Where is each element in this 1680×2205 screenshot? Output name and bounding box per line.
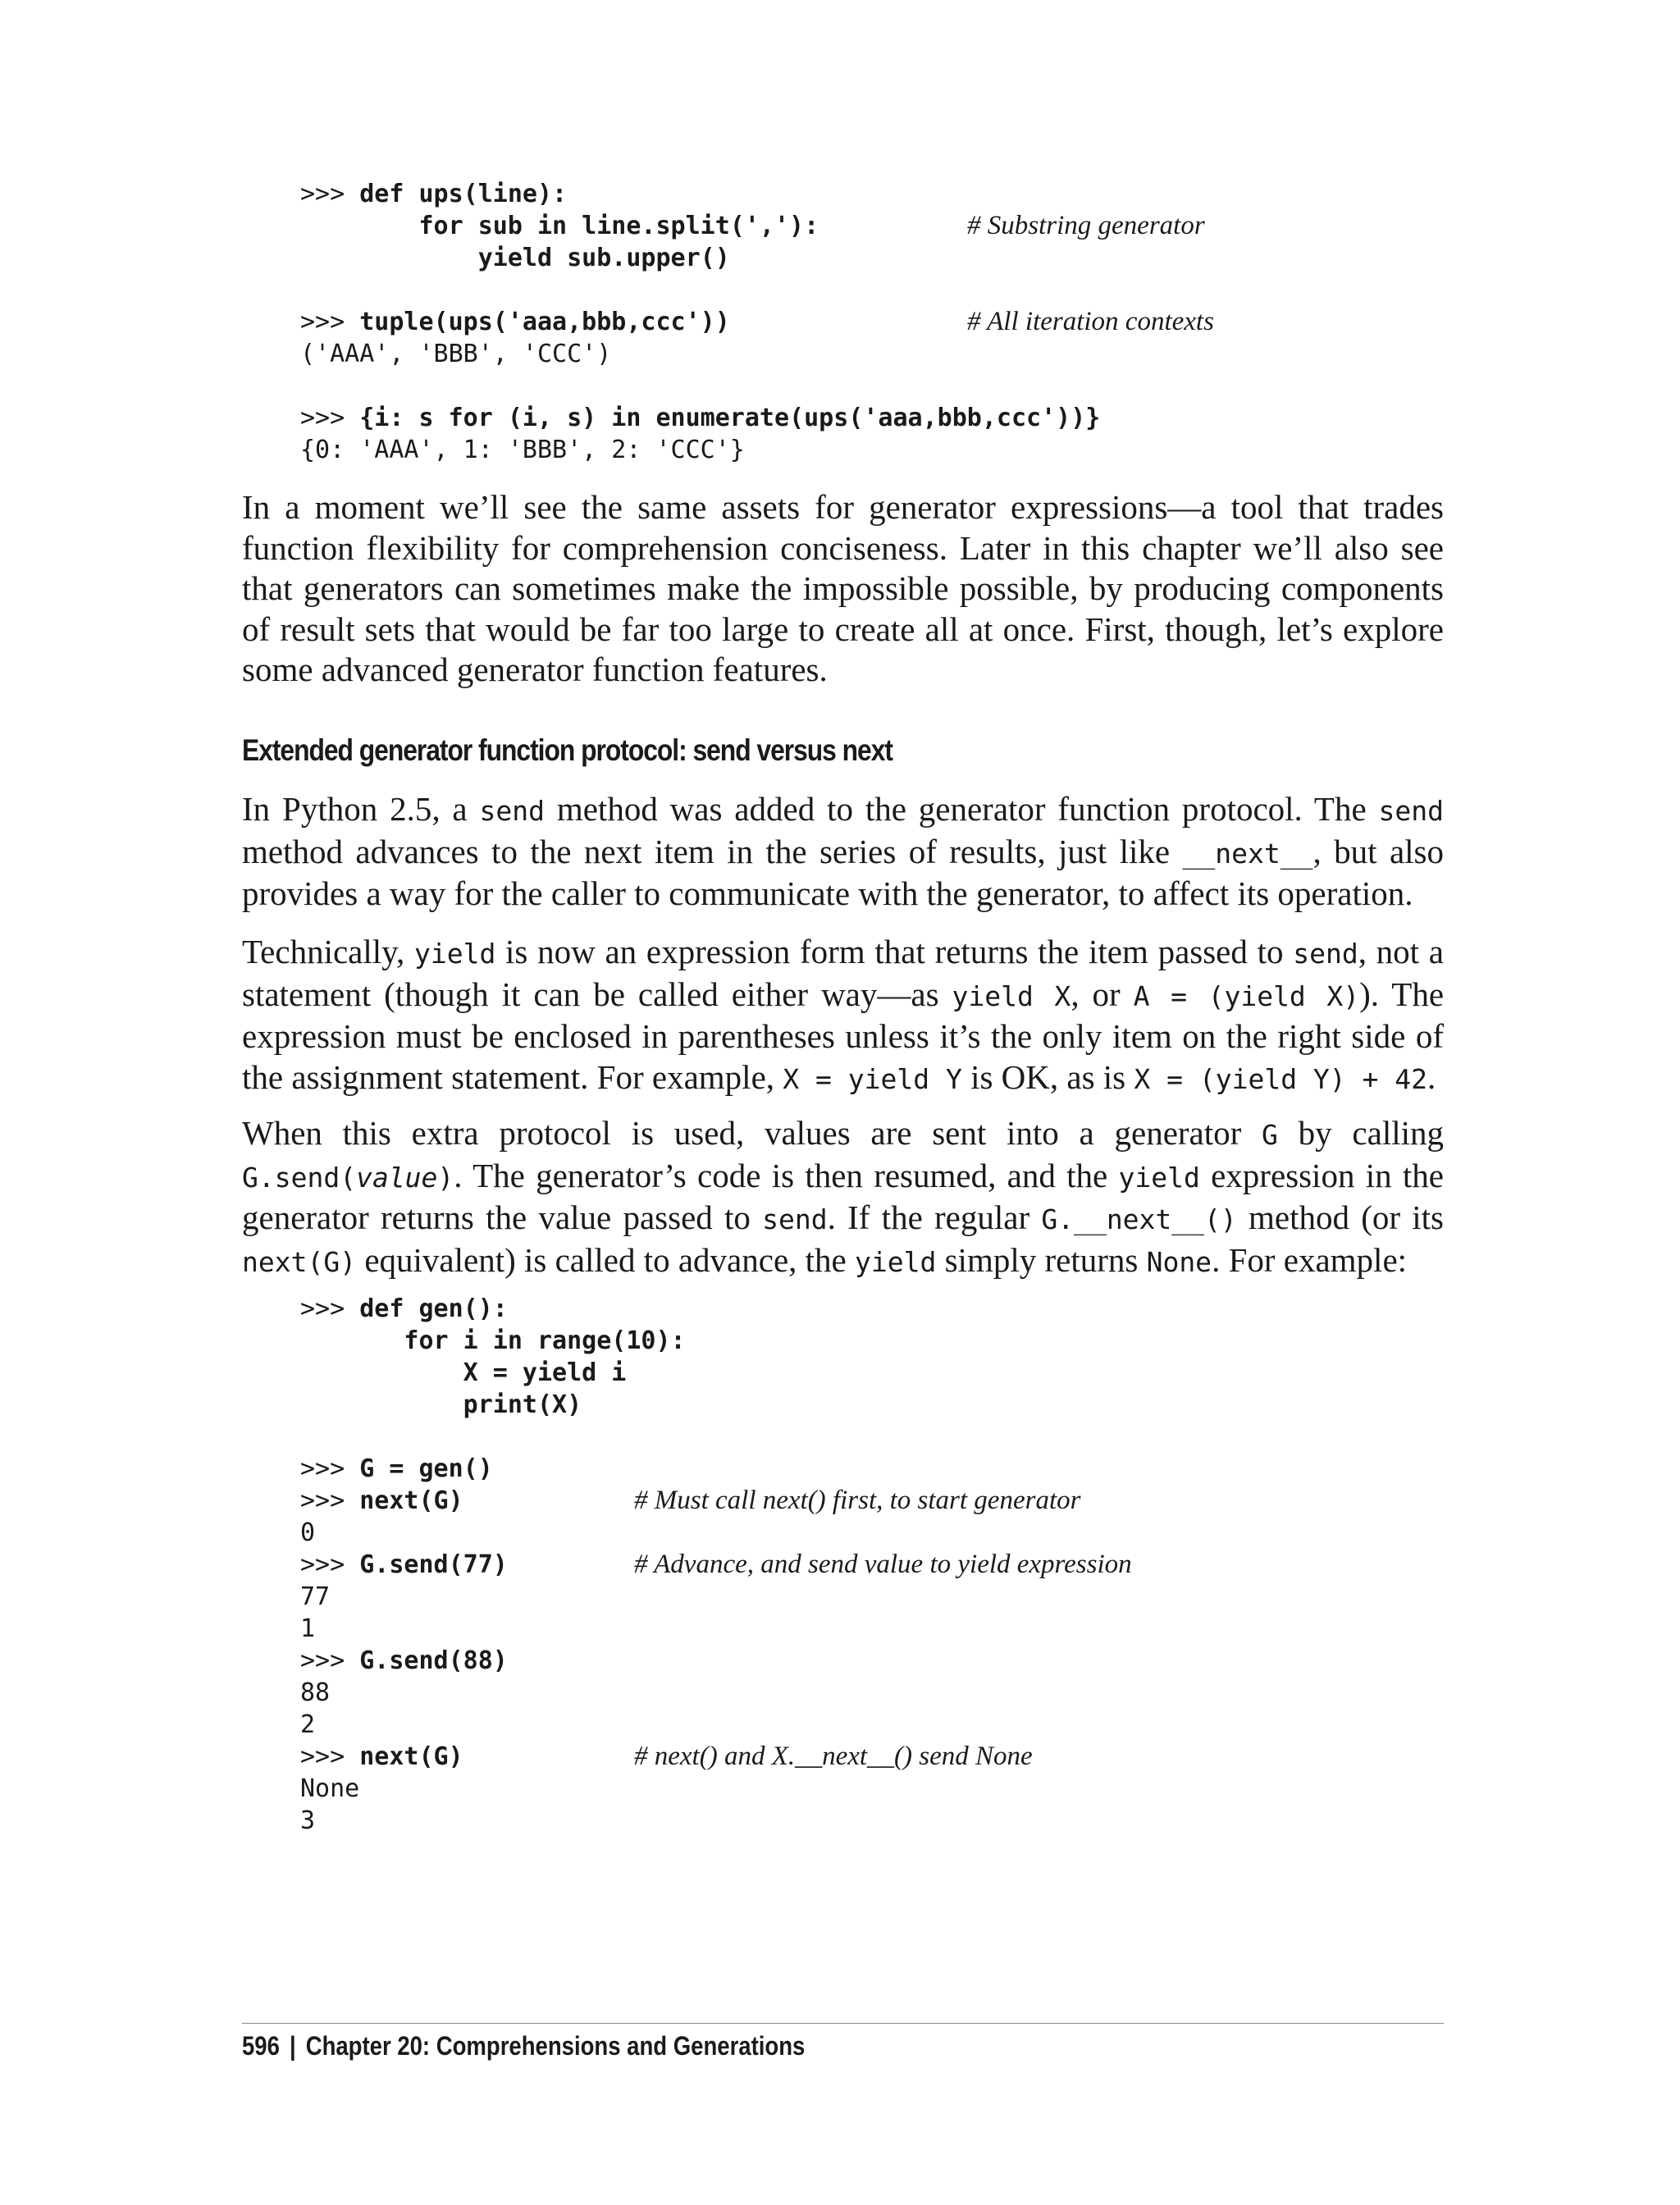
code-text	[300, 210, 819, 242]
code-content: None	[300, 1774, 360, 1803]
page-footer	[242, 2031, 805, 2061]
repl-prompt: >>>	[300, 1550, 360, 1579]
inline-code: X = yield Y	[783, 1062, 962, 1095]
code-content: next(G)	[359, 1486, 463, 1515]
code-line	[300, 1517, 1449, 1549]
code-content: tuple(ups('aaa,bbb,ccc'))	[359, 308, 730, 336]
repl-prompt: >>>	[300, 1486, 360, 1515]
chapter-title: Chapter 20: Comprehensions and Generations	[305, 2031, 806, 2061]
code-text	[300, 242, 730, 274]
code-comment: # Advance, and send value to yield expression	[634, 1550, 1132, 1579]
section-heading: Extended generator function protocol: send versus next	[242, 733, 892, 767]
code-line	[300, 1293, 1449, 1325]
code-content: for sub in line.split(','):	[300, 212, 819, 240]
repl-prompt: >>>	[300, 404, 360, 432]
code-line	[300, 274, 1449, 306]
code-content: 0	[300, 1518, 316, 1547]
code-text	[300, 1389, 582, 1421]
code-line	[300, 1613, 1449, 1645]
code-text	[300, 1677, 330, 1709]
code-content: def gen():	[359, 1294, 508, 1323]
code-text	[300, 1453, 493, 1485]
code-text	[300, 434, 745, 466]
code-line	[300, 1805, 1449, 1837]
code-content: next(G)	[359, 1742, 463, 1771]
code-content: 3	[300, 1806, 316, 1835]
inline-code: G.send(value)	[242, 1161, 454, 1194]
code-line	[300, 1645, 1449, 1677]
code-content: 1	[300, 1614, 316, 1643]
code-content: 88	[300, 1678, 331, 1707]
code-line	[300, 1549, 1449, 1581]
repl-prompt: >>>	[300, 1294, 360, 1323]
inline-code: None	[1146, 1245, 1212, 1278]
inline-code: yield	[855, 1245, 937, 1278]
paragraph-send-protocol: When this extra protocol is used, values are sent into a generator G by calling G.send(value). The generator’s code is then resumed, and the yield expression in the generator returns the value passed to send. If the regular G.__next__() method (or its next(G) equivalent) is called to advance, the yield simply returns None. For example:	[242, 1114, 1445, 1279]
code-text	[300, 1645, 508, 1677]
code-text	[300, 1517, 315, 1549]
code-text	[300, 1581, 330, 1613]
code-text	[300, 1741, 463, 1773]
code-text	[300, 1709, 315, 1741]
repl-prompt: >>>	[300, 1646, 360, 1675]
code-line	[300, 1453, 1449, 1485]
code-line	[300, 1421, 1449, 1453]
code-comment: # next() and X.__next__() send None	[634, 1742, 1033, 1771]
paragraph-yield-expression: Technically, yield is now an expression form that returns the item passed to send, not a statement (though it can be called either way—as yield X, or A = (yield X)). The expression must be enclosed in parentheses unless it’s the only item on the right side of the assignment statement. For example, X = yield Y is OK, as is X = (yield Y) + 42.	[242, 933, 1445, 1096]
code-block-gen	[300, 1293, 1449, 1837]
code-content: print(X)	[300, 1390, 582, 1419]
inline-code: yield X	[952, 979, 1071, 1012]
code-line	[300, 1581, 1449, 1613]
inline-code: next(G)	[242, 1245, 357, 1278]
repl-prompt: >>>	[300, 1454, 360, 1483]
code-text	[300, 402, 1100, 434]
code-content: {i: s for (i, s) in enumerate(ups('aaa,bbb,ccc'))}	[359, 404, 1101, 432]
code-comment: # Substring generator	[967, 211, 1205, 240]
code-line	[300, 1485, 1449, 1517]
inline-code: __next__	[1182, 837, 1313, 870]
code-comment: # All iteration contexts	[967, 307, 1214, 336]
inline-code: send	[1293, 938, 1358, 970]
repl-prompt: >>>	[300, 308, 360, 336]
code-line	[300, 1709, 1449, 1741]
inline-code: send	[762, 1203, 828, 1235]
code-text	[300, 306, 730, 338]
code-line	[300, 338, 1449, 370]
footer-rule	[242, 2023, 1444, 2024]
code-line	[300, 1741, 1449, 1773]
code-content: 2	[300, 1710, 316, 1739]
code-line	[300, 306, 1449, 338]
paragraph-send-method: In Python 2.5, a send method was added to the generator function protocol. The send method advances to the next item in the series of results, just like __next__, but also provides a way for the caller to communicate with the generator, to affect its operation.	[242, 790, 1445, 912]
code-content: def ups(line):	[359, 180, 568, 208]
inline-code: A = (yield X)	[1133, 979, 1360, 1012]
code-content: G.send(88)	[359, 1646, 508, 1675]
code-text	[300, 178, 567, 210]
code-text	[300, 1357, 626, 1389]
inline-code: G.__next__()	[1041, 1203, 1237, 1235]
code-line	[300, 1357, 1449, 1389]
inline-code: send	[479, 795, 545, 827]
code-line	[300, 1325, 1449, 1357]
code-block-ups	[300, 178, 1449, 466]
paragraph-intro: In a moment we’ll see the same assets for generator expressions—a tool that trades function flexibility for comprehension conciseness. Later in this chapter we’ll also see that generators can sometimes make the impossible possible, by producing components of result sets that would be far too large to create all at once. First, though, let’s explore some advanced generator function features.	[242, 488, 1444, 688]
code-text	[300, 1325, 686, 1357]
code-content: X = yield i	[300, 1358, 627, 1387]
inline-code: send	[1378, 795, 1445, 827]
code-text	[300, 1805, 315, 1837]
code-comment: # Must call next() first, to start generator	[634, 1486, 1081, 1515]
inline-code: G	[1262, 1119, 1278, 1151]
code-content: yield sub.upper()	[300, 244, 730, 272]
inline-code: yield	[413, 938, 496, 970]
footer-separator: |	[289, 2031, 296, 2061]
code-line	[300, 434, 1449, 466]
code-text	[300, 1773, 359, 1805]
code-content: ('AAA', 'BBB', 'CCC')	[300, 340, 612, 368]
code-content: for i in range(10):	[300, 1326, 686, 1355]
code-line	[300, 178, 1449, 210]
code-line	[300, 242, 1449, 274]
code-text	[300, 338, 611, 370]
code-text	[300, 1293, 508, 1325]
code-line	[300, 370, 1449, 402]
code-content: G.send(77)	[359, 1550, 508, 1579]
code-text	[300, 1613, 315, 1645]
page-number: 596	[242, 2031, 280, 2061]
code-line	[300, 1389, 1449, 1421]
repl-prompt: >>>	[300, 1742, 360, 1771]
code-content: {0: 'AAA', 1: 'BBB', 2: 'CCC'}	[300, 436, 745, 464]
code-text	[300, 1485, 463, 1517]
code-line	[300, 210, 1449, 242]
code-line	[300, 402, 1449, 434]
code-line	[300, 1773, 1449, 1805]
inline-code: yield	[1118, 1161, 1200, 1194]
code-content: G = gen()	[359, 1454, 493, 1483]
code-text	[300, 1549, 508, 1581]
repl-prompt: >>>	[300, 180, 360, 208]
inline-code: X = (yield Y) + 42	[1134, 1062, 1428, 1095]
code-line	[300, 1677, 1449, 1709]
code-content: 77	[300, 1582, 331, 1611]
